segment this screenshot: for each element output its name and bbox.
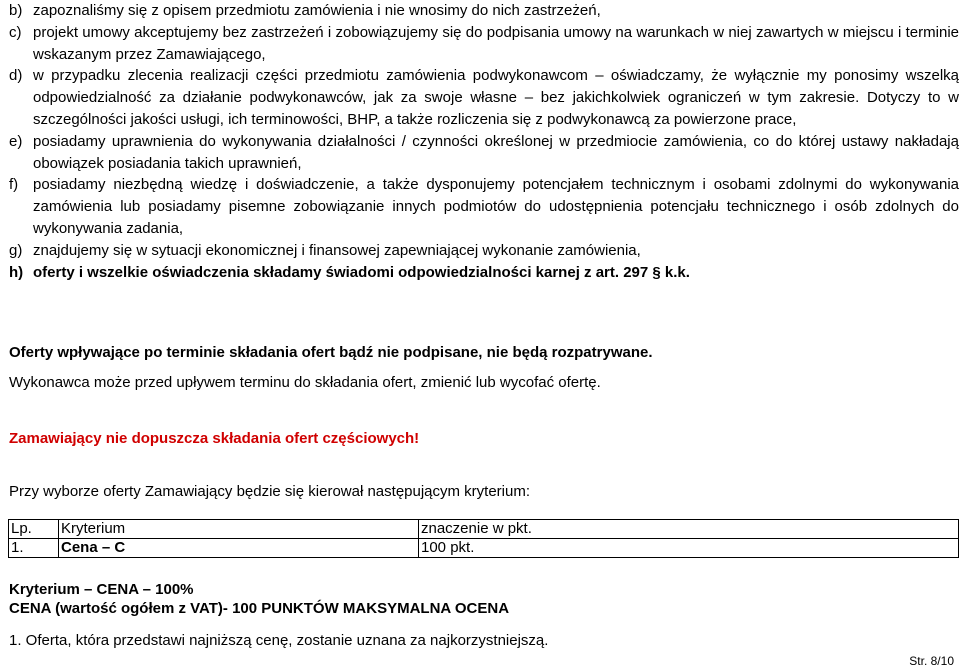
list-item (9, 65, 959, 130)
table-header-cell: Lp. (9, 520, 59, 539)
criterion-intro: Przy wyborze oferty Zamawiający będzie się kierował następującym kryterium: (9, 483, 531, 500)
late-offers-notice: Oferty wpływające po terminie składania ofert bądź nie podpisane, nie będą rozpatrywane. (9, 344, 653, 361)
list-item (9, 174, 959, 239)
list-item-text: w przypadku zlecenia realizacji części przedmiotu zamówienia podwykonawcom – oświadczamy, że wyłącznie my ponosimy wszelką odpowiedzialność za działanie podwykonawców, jak za swoje własne – bez jakichkolwiek ograniczeń w tym zakresie. Dotyczy to w szczególności jakości usługi, ich terminowości, BHP, a także rozliczenia się z podwykonawcą za powierzone prace, (33, 67, 959, 128)
list-item (9, 262, 959, 284)
table-header-row (9, 520, 959, 539)
table-cell: Cena – C (59, 539, 419, 558)
list-item-label: h) (9, 263, 24, 281)
page-number: Str. 8/10 (909, 654, 954, 668)
list-item (9, 0, 959, 22)
criteria-table (8, 519, 959, 558)
table-header-cell: znaczenie w pkt. (419, 520, 959, 539)
table-header-cell: Kryterium (59, 520, 419, 539)
table-cell: 100 pkt. (419, 539, 959, 558)
withdraw-notice: Wykonawca może przed upływem terminu do składania ofert, zmienić lub wycofać ofertę. (9, 374, 601, 391)
criterion-detail: CENA (wartość ogółem z VAT)- 100 PUNKTÓW MAKSYMALNA OCENA (9, 600, 510, 617)
criterion-title: Kryterium – CENA – 100% (9, 581, 194, 598)
list-item (9, 240, 959, 262)
list-item-text: posiadamy niezbędną wiedzę i doświadczenie, a także dysponujemy potencjałem technicznym i osobami zdolnymi do wykonywania zamówienia lub posiadamy pisemne zobowiązanie innych podmiotów do udostępnienia potencjału technicznego i osób zdolnych do wykonywania zadania, (33, 176, 959, 237)
list-item-text: znajdujemy się w sytuacji ekonomicznej i finansowej zapewniającej wykonanie zamówienia, (33, 241, 641, 259)
list-item-label: c) (9, 23, 22, 41)
list-item-label: f) (9, 176, 19, 194)
declaration-list (9, 0, 959, 283)
list-item-text: posiadamy uprawnienia do wykonywania działalności / czynności określonej w przedmiocie zamówienia, co do której ustawy nakładają obowiązek posiadania takich uprawnień, (33, 132, 959, 172)
list-item-label: b) (9, 2, 23, 19)
list-item (9, 131, 959, 175)
table-row (9, 539, 959, 558)
list-item-label: e) (9, 132, 23, 150)
rule-1: 1. Oferta, która przedstawi najniższą cenę, zostanie uznana za najkorzystniejszą. (9, 632, 549, 649)
list-item-label: g) (9, 241, 23, 259)
list-item-text: projekt umowy akceptujemy bez zastrzeżeń i zobowiązujemy się do podpisania umowy na warunkach w niej zawartych w miejscu i terminie wskazanym przez Zamawiającego, (33, 23, 959, 63)
table-cell: 1. (9, 539, 59, 558)
list-item-text: oferty i wszelkie oświadczenia składamy świadomi odpowiedzialności karnej z art. 297 § k.k. (33, 263, 690, 281)
list-item-label: d) (9, 67, 23, 85)
list-item-text: zapoznaliśmy się z opisem przedmiotu zamówienia i nie wnosimy do nich zastrzeżeń, (33, 2, 601, 19)
no-partial-offers-notice: Zamawiający nie dopuszcza składania ofert częściowych! (9, 430, 420, 447)
list-item (9, 22, 959, 66)
